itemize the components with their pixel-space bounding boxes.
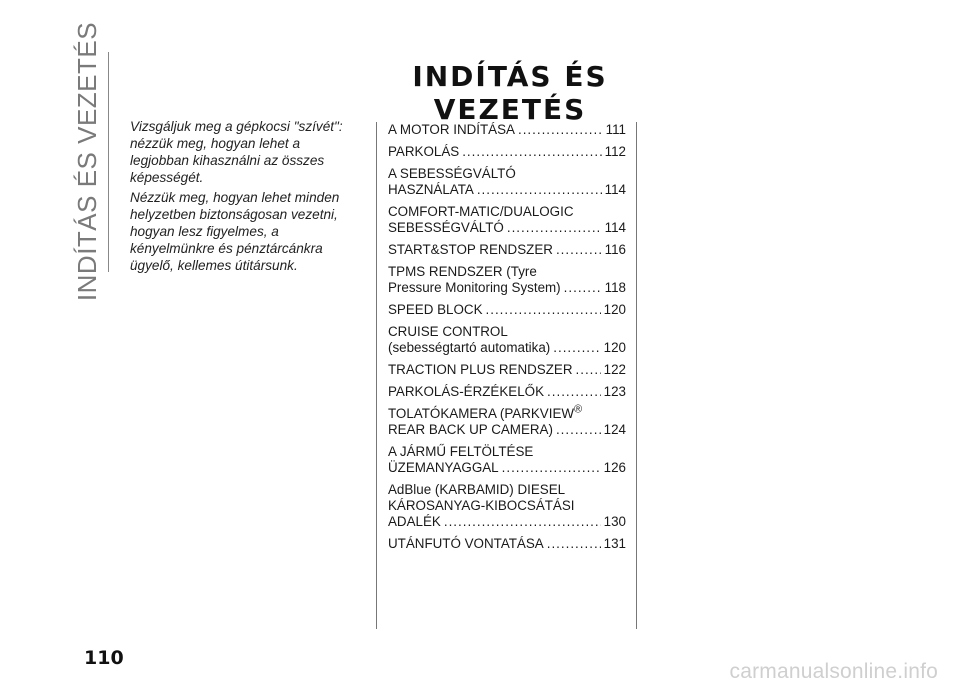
section-side-label-text: INDÍTÁS ÉS VEZETÉS — [72, 21, 103, 301]
toc-page-number: 122 — [603, 362, 626, 377]
toc-leader-dots — [444, 514, 601, 530]
toc-entry-title: UTÁNFUTÓ VONTATÁSA — [388, 536, 544, 551]
toc-entry-title: TRACTION PLUS RENDSZER — [388, 362, 573, 377]
toc-entry[interactable] — [388, 444, 626, 476]
toc-entry[interactable] — [388, 403, 626, 438]
toc-page-number: 126 — [603, 460, 626, 475]
intro-text — [130, 118, 362, 277]
toc-page-number: 116 — [604, 242, 626, 257]
toc-leader-dots — [547, 384, 601, 400]
toc-leader-dots — [564, 280, 602, 296]
toc-page-number: 131 — [603, 536, 626, 551]
toc-leader-dots — [576, 362, 601, 378]
toc-entry-title: START&STOP RENDSZER — [388, 242, 553, 257]
toc-entry-title: SEBESSÉGVÁLTÓ — [388, 220, 504, 235]
section-side-label — [68, 21, 108, 301]
toc-entry-title-line: TOLATÓKAMERA (PARKVIEW® — [388, 403, 583, 421]
toc-entry[interactable] — [388, 122, 626, 138]
toc-page-number: 120 — [603, 340, 626, 355]
toc-entry-title: A MOTOR INDÍTÁSA — [388, 122, 515, 137]
toc-left-divider — [376, 122, 377, 629]
toc-entry[interactable] — [388, 242, 626, 258]
toc-page-number: 118 — [604, 280, 626, 295]
toc-entry-title: Pressure Monitoring System) — [388, 280, 561, 295]
toc-entry[interactable] — [388, 324, 626, 356]
toc-entry[interactable] — [388, 144, 626, 160]
toc-leader-dots — [518, 122, 603, 138]
toc-entry-title: REAR BACK UP CAMERA) — [388, 422, 553, 437]
toc-entry-title-line: KÁROSANYAG-KIBOCSÁTÁSI — [388, 498, 575, 513]
toc-entry-title-line: TPMS RENDSZER (Tyre — [388, 264, 537, 279]
toc-entry-title-line: A JÁRMŰ FELTÖLTÉSE — [388, 444, 534, 459]
toc-page-number: 124 — [603, 422, 626, 437]
toc-leader-dots — [556, 242, 602, 258]
toc-entry-title-line: A SEBESSÉGVÁLTÓ — [388, 166, 516, 181]
toc-leader-dots — [556, 422, 601, 438]
toc-page-number: 112 — [604, 144, 626, 159]
toc-entry-title: SPEED BLOCK — [388, 302, 483, 317]
page-number: 110 — [84, 647, 124, 669]
toc-entry-title-line: AdBlue (KARBAMID) DIESEL — [388, 482, 566, 497]
toc-entry-title: (sebességtartó automatika) — [388, 340, 551, 355]
toc-entry[interactable] — [388, 362, 626, 378]
intro-paragraph-2: Nézzük meg, hogyan lehet minden helyzetben biztonságosan vezetni, hogyan lesz figyelmes, a kényelmünkre és pénztárcánkra ügyelő, kellemes útitársunk. — [130, 190, 340, 273]
toc-leader-dots — [502, 460, 601, 476]
toc-entry[interactable] — [388, 166, 626, 198]
toc-leader-dots — [477, 182, 602, 198]
table-of-contents — [388, 122, 626, 558]
toc-page-number: 111 — [605, 122, 626, 137]
page-title: INDÍTÁS ÉS VEZETÉS — [412, 60, 608, 126]
toc-entry-title: HASZNÁLATA — [388, 182, 474, 197]
toc-entry-title-line: CRUISE CONTROL — [388, 324, 508, 339]
toc-entry[interactable] — [388, 302, 626, 318]
toc-leader-dots — [507, 220, 602, 236]
toc-page-number: 123 — [603, 384, 626, 399]
toc-leader-dots — [553, 340, 600, 356]
toc-leader-dots — [486, 302, 601, 318]
toc-leader-dots — [462, 144, 601, 160]
toc-entry-title: PARKOLÁS — [388, 144, 460, 159]
toc-entry-title: ADALÉK — [388, 514, 441, 529]
toc-entry[interactable] — [388, 384, 626, 400]
intro-paragraph-1: Vizsgáljuk meg a gépkocsi "szívét": nézzük meg, hogyan lehet a legjobban kihasználni az összes képességét. — [130, 119, 343, 185]
toc-leader-dots — [547, 536, 601, 552]
toc-entry-title: PARKOLÁS-ÉRZÉKELŐK — [388, 384, 545, 399]
toc-entry-title: ÜZEMANYAGGAL — [388, 460, 499, 475]
toc-page-number: 114 — [604, 220, 626, 235]
toc-entry[interactable] — [388, 264, 626, 296]
toc-entry[interactable] — [388, 204, 626, 236]
toc-page-number: 114 — [604, 182, 626, 197]
toc-right-divider — [636, 122, 637, 629]
toc-entry[interactable] — [388, 482, 626, 530]
watermark: carmanualsonline.info — [729, 660, 938, 683]
side-divider — [108, 52, 109, 272]
toc-entry-title-line: COMFORT-MATIC/DUALOGIC — [388, 204, 574, 219]
toc-page-number: 130 — [603, 514, 626, 529]
toc-entry[interactable] — [388, 536, 626, 552]
toc-page-number: 120 — [603, 302, 626, 317]
